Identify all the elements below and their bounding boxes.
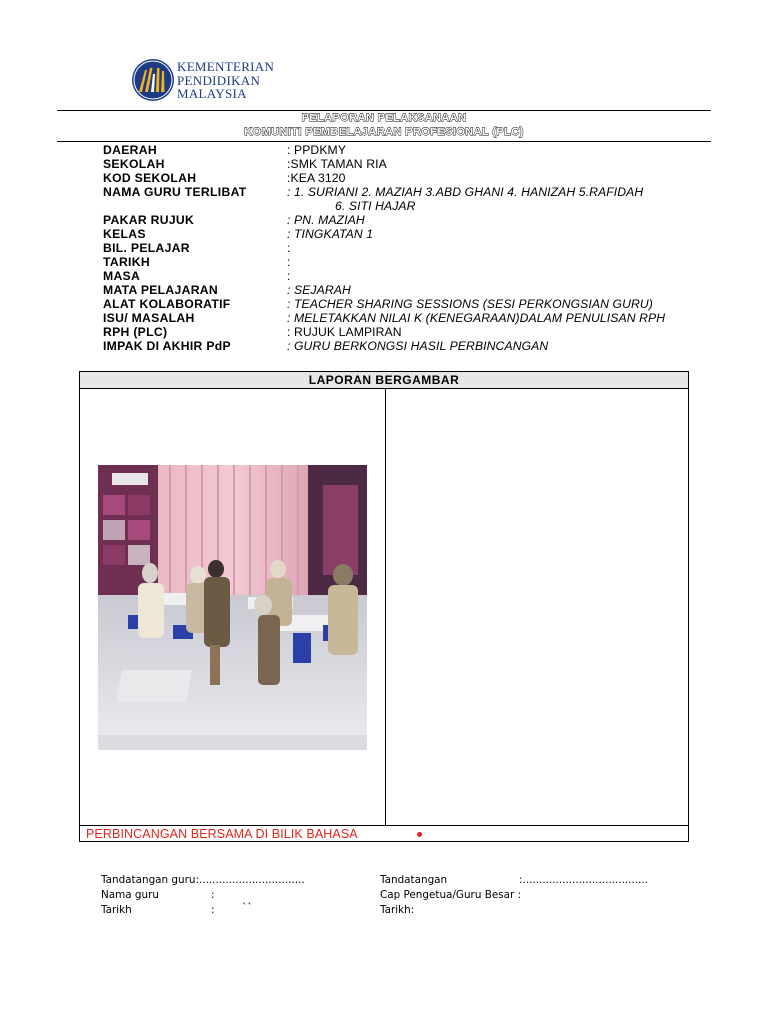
- title-top-rule: [57, 110, 711, 111]
- report-header: LAPORAN BERGAMBAR: [80, 372, 688, 389]
- bullet-dot-icon: [417, 832, 422, 837]
- value-nama-guru: : 1. SURIANI 2. MAZIAH 3.ABD GHANI 4. HANIZAH 5.RAFIDAH: [287, 185, 644, 199]
- value-daerah: : PPDKMY: [287, 143, 347, 157]
- value-alat-kolaboratif: : TEACHER SHARING SESSIONS (SESI PERKONGSIAN GURU): [287, 297, 653, 311]
- principal-signature-dots: ......................................: [522, 874, 649, 886]
- photo-report-table: [79, 371, 689, 842]
- label-mata-pelajaran: MATA PELAJARAN: [103, 283, 219, 297]
- report-title-line-1: PELAPORAN PELAKSANAAN: [301, 112, 467, 124]
- principal-signature-label: Tandatangan: [380, 874, 448, 886]
- ministry-logo: [131, 58, 291, 104]
- label-daerah: DAERAH: [103, 143, 157, 157]
- value-bil-pelajar: :: [287, 241, 291, 255]
- report-title-line-2: KOMUNITI PEMBELAJARAN PROFESIONAL (PLC): [244, 126, 524, 138]
- value-kelas: : TINGKATAN 1: [287, 227, 374, 241]
- logo-wordmark: [177, 60, 274, 101]
- label-alat-kolaboratif: ALAT KOLABORATIF: [103, 297, 231, 311]
- kpm-emblem-icon: [131, 58, 175, 102]
- teacher-name-field[interactable]: :: [211, 889, 215, 901]
- value-nama-guru-cont: 6. SITI HAJAR: [335, 199, 416, 213]
- principal-stamp-label[interactable]: Cap Pengetua/Guru Besar :: [380, 889, 522, 901]
- label-kod-sekolah: KOD SEKOLAH: [103, 171, 197, 185]
- title-bottom-rule: [57, 141, 711, 142]
- label-isu-masalah: ISU/ MASALAH: [103, 311, 195, 325]
- value-mata-pelajaran: : SEJARAH: [287, 283, 351, 297]
- report-column-divider: [385, 388, 386, 825]
- logo-line-2: PENDIDIKAN: [177, 72, 261, 88]
- teacher-signature-line[interactable]: [101, 874, 305, 886]
- value-impak: : GURU BERKONGSI HASIL PERBINCANGAN: [287, 339, 549, 353]
- teacher-date-label: Tarikh: [101, 904, 132, 916]
- report-caption-row-border: [80, 825, 688, 826]
- principal-signature-sep: :: [519, 874, 523, 886]
- teacher-date-mark: ``: [242, 902, 253, 914]
- value-sekolah: :SMK TAMAN RIA: [287, 157, 387, 171]
- value-rph: : RUJUK LAMPIRAN: [287, 325, 402, 339]
- value-isu-masalah: : MELETAKKAN NILAI K (KENEGARAAN)DALAM PENULISAN RPH: [287, 311, 666, 325]
- label-nama-guru: NAMA GURU TERLIBAT: [103, 185, 247, 199]
- value-tarikh: :: [287, 255, 291, 269]
- value-pakar-rujuk: : PN. MAZIAH: [287, 213, 365, 227]
- label-bil-pelajar: BIL. PELAJAR: [103, 241, 190, 255]
- meeting-photo: [98, 465, 367, 750]
- teacher-signature-dots: ................................: [198, 874, 305, 886]
- teacher-name-label: Nama guru: [101, 889, 159, 901]
- label-impak: IMPAK DI AKHIR PdP: [103, 339, 231, 353]
- teacher-signature-label: Tandatangan guru:: [101, 874, 199, 886]
- logo-line-3: MALAYSIA: [177, 86, 247, 101]
- label-kelas: KELAS: [103, 227, 146, 241]
- logo-line-1: KEMENTERIAN: [177, 59, 275, 74]
- label-sekolah: SEKOLAH: [103, 157, 165, 171]
- value-masa: :: [287, 269, 291, 283]
- label-masa: MASA: [103, 269, 141, 283]
- photo-caption: PERBINCANGAN BERSAMA DI BILIK BAHASA: [86, 827, 358, 841]
- label-tarikh: TARIKH: [103, 255, 150, 269]
- value-kod-sekolah: :KEA 3120: [287, 171, 346, 185]
- principal-date-label[interactable]: Tarikh:: [380, 904, 415, 916]
- label-pakar-rujuk: PAKAR RUJUK: [103, 213, 195, 227]
- principal-signature-line[interactable]: [519, 874, 648, 886]
- teacher-date-field[interactable]: :: [211, 904, 215, 916]
- label-rph: RPH (PLC): [103, 325, 168, 339]
